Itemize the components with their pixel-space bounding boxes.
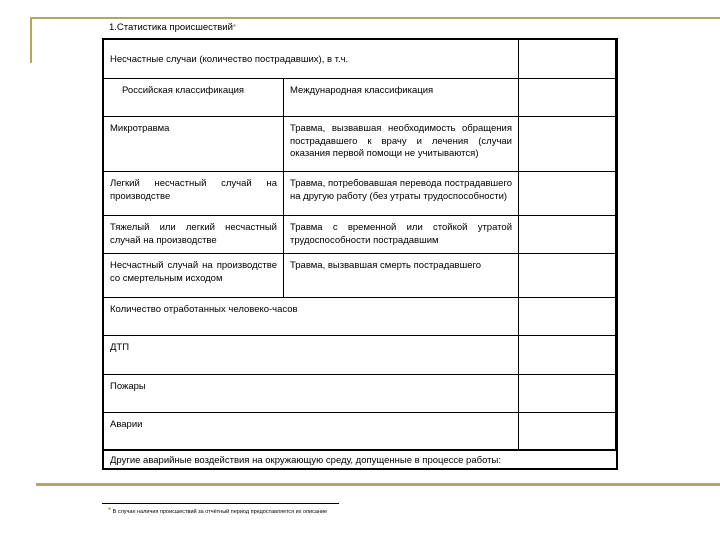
decor-top-line (30, 17, 720, 19)
col-russian: Российская классификация (104, 79, 284, 117)
dtp-label: ДТП (104, 336, 519, 375)
row-ru: Микротравма (104, 117, 284, 172)
value-cell[interactable] (519, 336, 616, 375)
decor-bottom-line (36, 483, 720, 486)
footnote: * В случае наличия происшествий за отчётный период предоставляется их описание (108, 506, 328, 515)
row-int: Травма, вызвавшая необходимость обращения пострадавшего к врачу и лечения (случаи оказания первой помощи не учитываются) (284, 117, 519, 172)
value-cell[interactable] (519, 375, 616, 413)
value-cell[interactable] (519, 254, 616, 298)
decor-left-line (30, 17, 32, 63)
row-int: Травма с временной или стойкой утратой трудоспособности пострадавшим (284, 216, 519, 254)
row-ru: Легкий несчастный случай на производстве (104, 172, 284, 216)
row-ru: Тяжелый или легкий несчастный случай на производстве (104, 216, 284, 254)
hours-label: Количество отработанных человеко-часов (104, 298, 519, 336)
row-ru: Несчастный случай на производстве со смертельным исходом (104, 254, 284, 298)
other-impacts-label: Другие аварийные воздействия на окружающую среду, допущенные в процессе работы: (104, 450, 616, 468)
value-cell[interactable] (519, 40, 616, 79)
row-int: Травма, вызвавшая смерть пострадавшего (284, 254, 519, 298)
row-int: Травма, потребовавшая перевода пострадавшего на другую работу (без утраты трудоспособности) (284, 172, 519, 216)
col-international: Международная классификация (284, 79, 519, 117)
footnote-ref[interactable]: * (232, 23, 237, 32)
value-cell[interactable] (519, 117, 616, 172)
value-cell[interactable] (519, 79, 616, 117)
section-title: 1.Статистика происшествий* (109, 22, 237, 33)
accidents-header: Несчастные случаи (количество пострадавших), в т.ч. (104, 40, 519, 79)
value-cell[interactable] (519, 413, 616, 450)
fires-label: Пожары (104, 375, 519, 413)
value-cell[interactable] (519, 298, 616, 336)
footnote-mark: * (108, 506, 112, 515)
value-cell[interactable] (519, 216, 616, 254)
incident-table (102, 38, 618, 470)
value-cell[interactable] (519, 172, 616, 216)
accidents-label: Аварии (104, 413, 519, 450)
footnote-divider (102, 503, 339, 504)
